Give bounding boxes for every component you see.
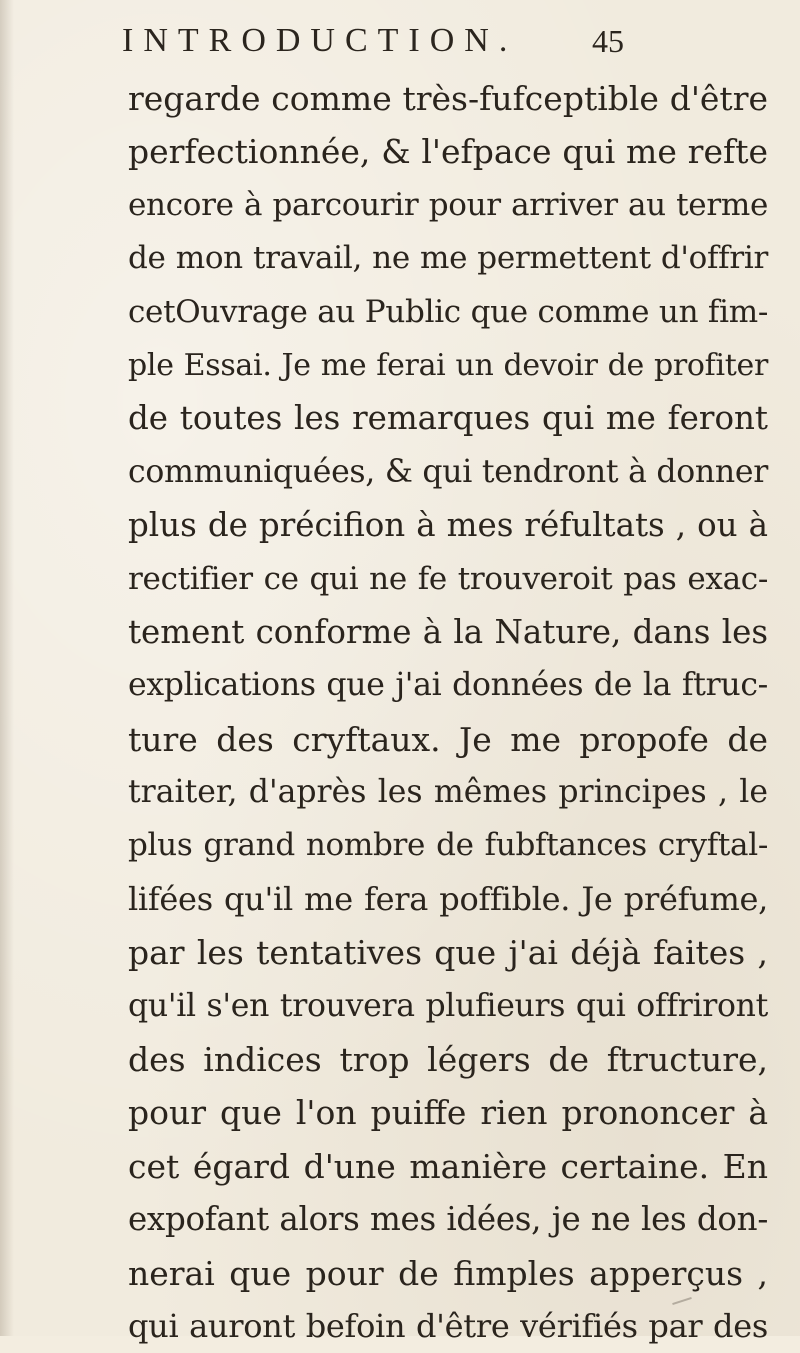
text-line: par les tentatives que j'ai déjà faites , [128, 933, 768, 973]
header-title: INTRODUCTION. [122, 22, 518, 59]
text-line: nerai que pour de fimples apperçus , [128, 1253, 768, 1293]
text-line: expofant alors mes idées, je ne les don- [128, 1200, 768, 1239]
text-line: cet égard d'une manière certaine. En [128, 1146, 768, 1186]
text-line: de mon travail, ne me permettent d'offrir [128, 240, 768, 277]
text-line: lifées qu'il me fera poffible. Je préfume, [128, 879, 768, 918]
text-line: plus de précifion à mes réfultats , ou à [128, 506, 768, 545]
text-line: tement conforme à la Nature, dans les [128, 612, 768, 651]
text-line: qui auront befoin d'être vérifiés par des [128, 1306, 768, 1345]
page-number: 45 [592, 23, 624, 59]
page-gutter-shadow [0, 0, 14, 1336]
text-line: des indices trop légers de ftructure, [128, 1040, 768, 1080]
text-line: communiquées, & qui tendront à donner [128, 453, 768, 490]
text-line: perfectionnée, & l'efpace qui me refte [128, 132, 768, 172]
text-line: plus grand nombre de fubftances cryftal- [128, 827, 768, 864]
text-line: de toutes les remarques qui me feront [128, 399, 768, 438]
text-line: encore à parcourir pour arriver au terme [128, 186, 768, 223]
text-line: qu'il s'en trouvera plufieurs qui offriront [128, 987, 768, 1024]
text-line: ple Essai. Je me ferai un devoir de profiter [128, 347, 768, 383]
text-line: cetOuvrage au Public que comme un fim- [128, 293, 768, 330]
text-line: explications que j'ai données de la ftruc- [128, 667, 768, 704]
body-text [128, 72, 768, 1353]
text-line: pour que l'on puiffe rien prononcer à [128, 1093, 768, 1133]
running-header [122, 18, 662, 64]
text-line: rectifier ce qui ne fe trouveroit pas exac- [128, 560, 768, 597]
text-line: ture des cryftaux. Je me propofe de [128, 719, 768, 759]
text-line: regarde comme très-fufceptible d'être [128, 79, 768, 118]
text-line: traiter, d'après les mêmes principes , le [128, 774, 768, 811]
